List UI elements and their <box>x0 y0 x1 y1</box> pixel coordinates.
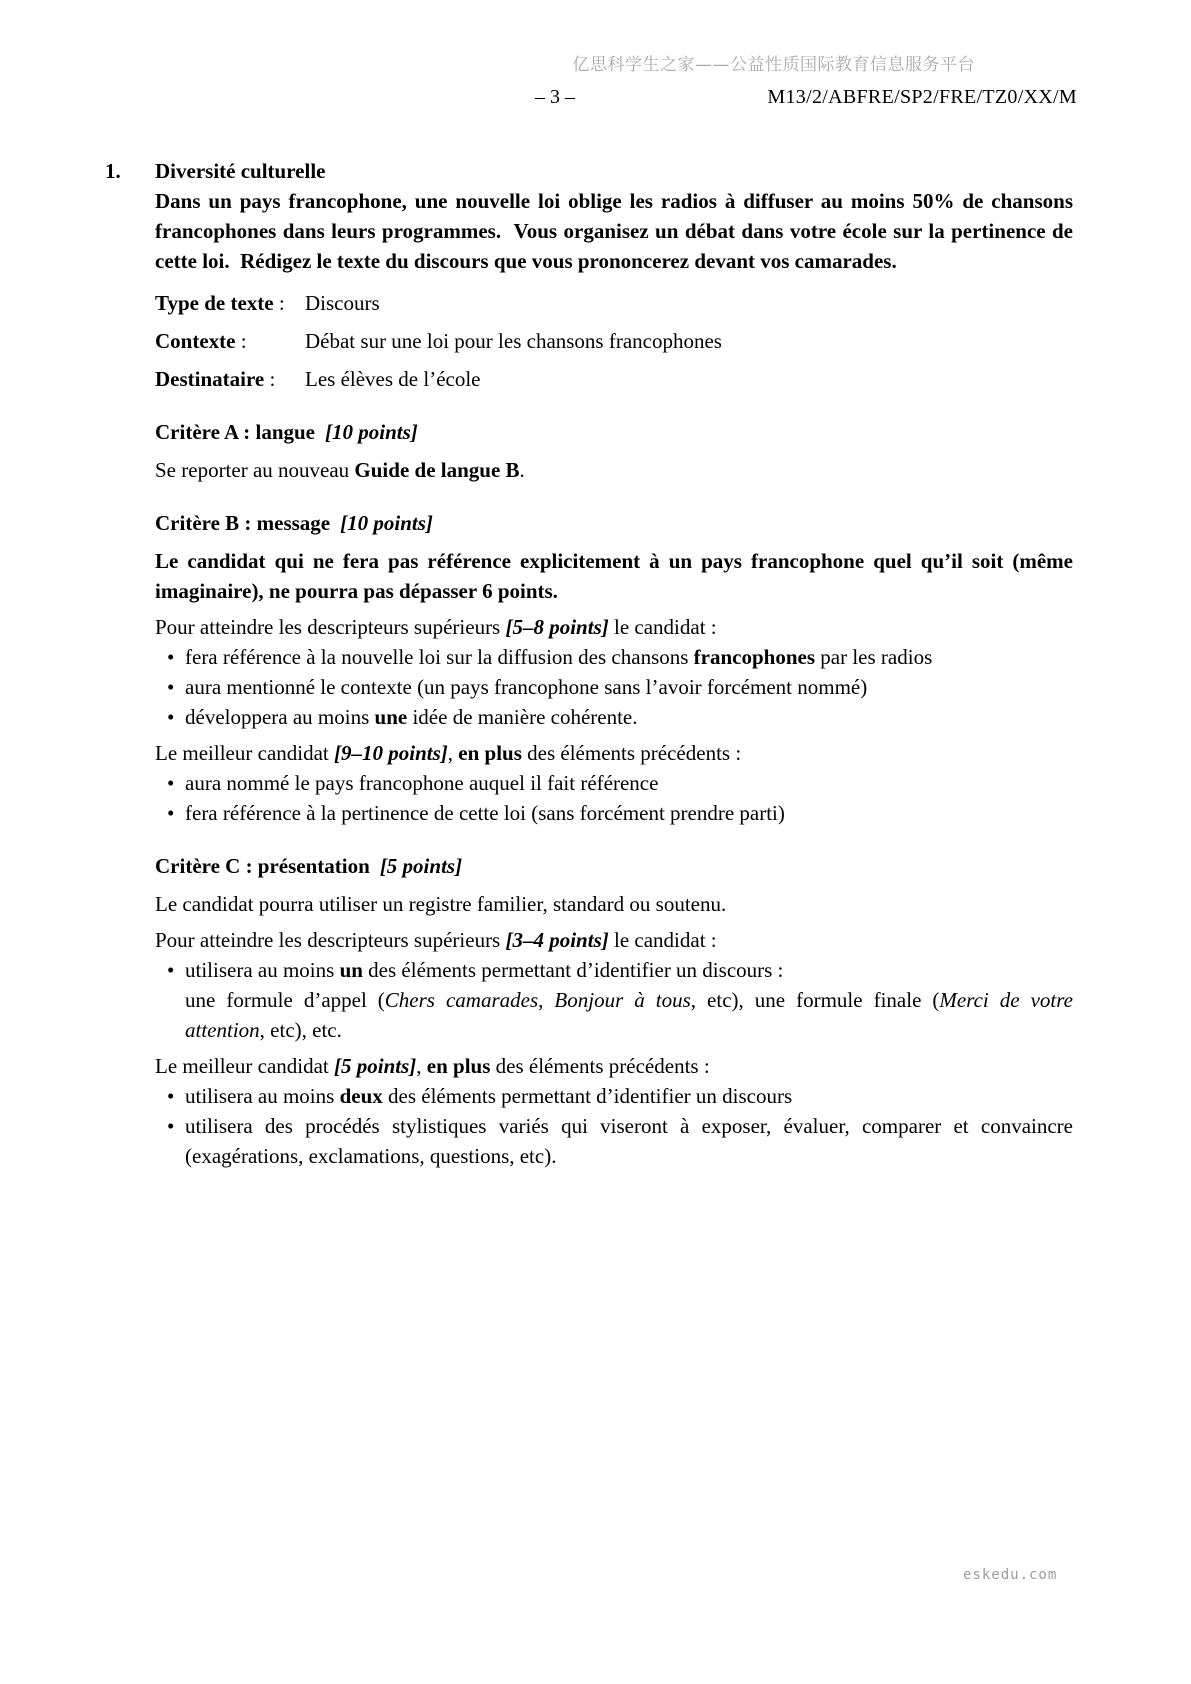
meta-label-text: Type de texte <box>155 291 274 315</box>
criterion-heading-text: Critère C : présentation <box>155 854 370 878</box>
text-run: Bonjour à tous <box>554 988 691 1012</box>
text-run: Guide de langue B <box>354 458 520 482</box>
bullet-list <box>155 955 1073 1045</box>
text-run: un <box>339 958 363 982</box>
paragraph <box>155 889 1073 919</box>
criterion-heading-text: Critère B : message <box>155 511 331 535</box>
paragraph <box>155 546 1073 606</box>
text-run: des éléments permettant d’identifier un discours : <box>362 958 784 982</box>
footer-watermark: eskedu.com <box>963 1567 1058 1583</box>
meta-row <box>155 288 1073 318</box>
text-run: Chers camarades <box>384 988 539 1012</box>
question-intro-paragraph <box>155 186 1073 276</box>
bullet-list <box>155 642 1073 732</box>
bullet-item <box>155 768 1073 798</box>
meta-value: Débat sur une loi pour les chansons francophones <box>305 329 722 353</box>
text-run: aura nommé le pays francophone auquel il fait référence <box>185 771 659 795</box>
text-run: [3–4 points] <box>505 928 609 952</box>
paragraph <box>155 1051 1073 1081</box>
text-run: en plus <box>426 1054 491 1078</box>
text-run: francophones <box>693 645 816 669</box>
text-run: Pour atteindre les descripteurs supérieurs <box>155 615 506 639</box>
text-run: Le meilleur candidat <box>155 1054 335 1078</box>
bullet-marker: • <box>167 801 175 825</box>
text-run: Pour atteindre les descripteurs supérieurs <box>155 928 506 952</box>
text-run: fera référence à la pertinence de cette loi (sans forcément prendre parti) <box>185 801 785 825</box>
bullet-item <box>155 798 1073 828</box>
bullet-marker: • <box>167 771 175 795</box>
bullet-list <box>155 768 1073 828</box>
bullet-marker: • <box>167 1114 175 1138</box>
bullet-marker: • <box>167 958 175 982</box>
text-run: utilisera des procédés stylistiques variés qui viseront à exposer, évaluer, comparer et convaincre (exagérations, exclamations, questions, etc). <box>185 1114 1073 1168</box>
criterion-points: [5 points] <box>379 854 463 878</box>
page-number: – 3 – <box>535 86 575 108</box>
bullet-marker: • <box>167 705 175 729</box>
text-run: fera référence à la nouvelle loi sur la diffusion des chansons <box>185 645 694 669</box>
text-run: en plus <box>458 741 522 765</box>
text-run: Dans un pays francophone, une nouvelle loi oblige les radios à diffuser au moins 50% de chansons francophones dans leurs programmes. Vous organisez un débat dans votre école sur la pertinence de cette loi. Rédigez le texte du discours que vous prononcerez devant vos camarades. <box>155 189 1073 273</box>
criterion-heading <box>155 417 1073 447</box>
text-run: , <box>447 741 459 765</box>
criterion-heading-text: Critère A : langue <box>155 420 316 444</box>
meta-colon: : <box>235 329 247 353</box>
text-run: , <box>538 988 555 1012</box>
meta-value: Discours <box>305 291 380 315</box>
text-run: le candidat : <box>608 928 717 952</box>
text-run: une <box>374 705 408 729</box>
text-run: [9–10 points] <box>334 741 448 765</box>
text-run: une formule d’appel ( <box>185 988 385 1012</box>
chinese-watermark: 亿思科学生之家——公益性质国际教育信息服务平台 <box>572 55 975 75</box>
text-run: , etc), etc. <box>259 1018 342 1042</box>
bullet-marker: • <box>167 1084 175 1108</box>
text-run: deux <box>339 1084 383 1108</box>
meta-value: Les élèves de l’école <box>305 367 481 391</box>
criterion-section <box>155 417 1073 485</box>
page-content <box>105 156 1073 1177</box>
text-run: [5 points] <box>334 1054 417 1078</box>
meta-label <box>155 364 305 394</box>
bullet-item <box>155 702 1073 732</box>
text-run: Le candidat qui ne fera pas référence explicitement à un pays francophone quel qu’il soit (même imaginaire), ne pourra pas dépasser 6 points. <box>155 549 1073 603</box>
meta-colon: : <box>264 367 276 391</box>
criterion-heading <box>155 851 1073 881</box>
text-run: Se reporter au nouveau <box>155 458 355 482</box>
text-run: par les radios <box>815 645 933 669</box>
text-run: utilisera au moins <box>185 1084 340 1108</box>
paragraph <box>155 738 1073 768</box>
paper-code: M13/2/ABFRE/SP2/FRE/TZ0/XX/M <box>767 86 1077 108</box>
meta-row <box>155 326 1073 356</box>
text-run: . <box>519 458 525 482</box>
criterion-heading <box>155 508 1073 538</box>
text-run: des éléments précédents : <box>521 741 742 765</box>
bullet-item <box>155 642 1073 672</box>
bullet-marker: • <box>167 675 175 699</box>
bullet-item <box>155 672 1073 702</box>
text-run: aura mentionné le contexte (un pays francophone sans l’avoir forcément nommé) <box>185 675 868 699</box>
text-run: , etc), une formule finale ( <box>690 988 940 1012</box>
criterion-section <box>155 508 1073 828</box>
meta-label <box>155 326 305 356</box>
bullet-item <box>155 1111 1073 1171</box>
text-run: Le candidat pourra utiliser un registre familier, standard ou soutenu. <box>155 892 727 916</box>
question-title: Diversité culturelle <box>155 159 326 183</box>
text-run: idée de manière cohérente. <box>407 705 638 729</box>
bullet-item <box>155 955 1073 1045</box>
text-run: développera au moins <box>185 705 375 729</box>
criterion-section <box>155 851 1073 1171</box>
text-run: des éléments précédents : <box>490 1054 710 1078</box>
text-run: , <box>416 1054 427 1078</box>
bullet-list <box>155 1081 1073 1171</box>
paragraph <box>155 612 1073 642</box>
meta-label-text: Contexte <box>155 329 236 353</box>
paragraph <box>155 455 1073 485</box>
meta-section <box>155 288 1073 394</box>
text-run: Le meilleur candidat <box>155 741 335 765</box>
question-number: 1. <box>105 159 121 183</box>
meta-row <box>155 364 1073 394</box>
meta-label-text: Destinataire <box>155 367 265 391</box>
text-run: des éléments permettant d’identifier un discours <box>382 1084 793 1108</box>
text-run: Merci de votre attention <box>185 988 1073 1042</box>
meta-label <box>155 288 305 318</box>
text-run: le candidat : <box>608 615 717 639</box>
question-title-row <box>105 156 1073 186</box>
meta-colon: : <box>273 291 285 315</box>
criterion-points: [10 points] <box>325 420 418 444</box>
bullet-marker: • <box>167 645 175 669</box>
bullet-item <box>155 1081 1073 1111</box>
criteria-section <box>155 417 1073 1171</box>
criterion-points: [10 points] <box>340 511 433 535</box>
paragraph <box>155 925 1073 955</box>
text-run: utilisera au moins <box>185 958 340 982</box>
text-run: [5–8 points] <box>505 615 609 639</box>
